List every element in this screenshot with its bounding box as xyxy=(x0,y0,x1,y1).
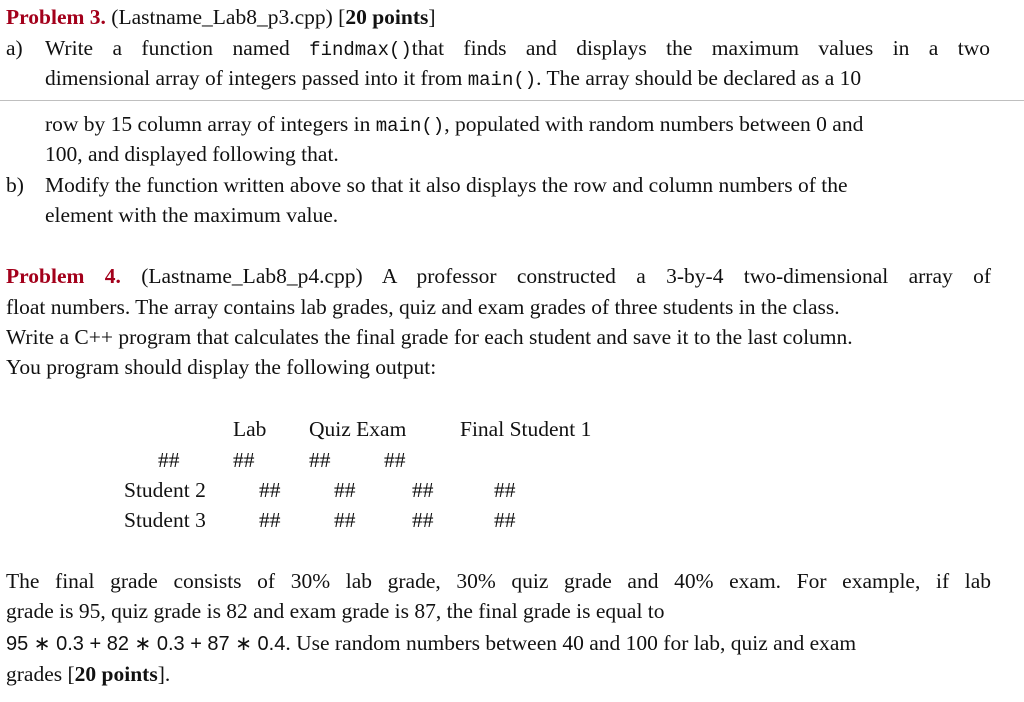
part-a-line-1: Write a function named findmax()that finds and displays the maximum values in a two xyxy=(45,36,990,61)
final-grade-line-3: 95 ∗ 0.3 + 82 ∗ 0.3 + 87 ∗ 0.4. Use random numbers between 40 and 100 for lab, quiz and exam xyxy=(6,631,857,655)
table-cell: ## xyxy=(384,448,406,472)
problem-4-title: Problem 4. xyxy=(6,264,121,288)
final-grade-line-1: The final grade consists of 30% lab grade, 30% quiz grade and 40% exam. For example, if lab xyxy=(6,569,991,593)
header-final-student-1: Final Student 1 xyxy=(460,417,592,441)
row-label-student-3: Student 3 xyxy=(124,508,206,532)
problem-4-line-3: Write a C++ program that calculates the final grade for each student and save it to the last column. xyxy=(6,325,853,349)
problem-4-line-4: You program should display the following output: xyxy=(6,355,437,379)
code-findmax: findmax() xyxy=(309,39,412,61)
table-cell: ## xyxy=(259,478,281,502)
table-cell: ## xyxy=(158,448,180,472)
part-a-line-4: 100, and displayed following that. xyxy=(45,142,339,166)
final-grade-line-2: grade is 95, quiz grade is 82 and exam grade is 87, the final grade is equal to xyxy=(6,599,665,623)
part-a-line-3: row by 15 column array of integers in main(), populated with random numbers between 0 and xyxy=(45,112,864,137)
table-cell: ## xyxy=(259,508,281,532)
table-cell: ## xyxy=(412,508,434,532)
table-cell: ## xyxy=(494,508,516,532)
problem-3-heading: Problem 3. (Lastname_Lab8_p3.cpp) [20 points] xyxy=(6,5,436,29)
problem-3-title: Problem 3. xyxy=(6,5,106,29)
problem-4-line-1: Problem 4. (Lastname_Lab8_p4.cpp) A professor constructed a 3-by-4 two-dimensional array of xyxy=(6,264,991,288)
header-quiz-exam: Quiz Exam xyxy=(309,417,407,441)
table-cell: ## xyxy=(309,448,331,472)
table-cell: ## xyxy=(412,478,434,502)
header-lab: Lab xyxy=(233,417,267,441)
problem-3-points: 20 points xyxy=(345,5,429,29)
final-grade-line-4: grades [20 points]. xyxy=(6,662,171,686)
row-label-student-2: Student 2 xyxy=(124,478,206,502)
code-main-2: main() xyxy=(375,115,445,137)
problem-4-points: 20 points xyxy=(74,662,158,686)
table-cell: ## xyxy=(334,478,356,502)
part-a-line-2: dimensional array of integers passed into it from main(). The array should be declared as a 10 xyxy=(45,66,862,91)
problem-3-filename: (Lastname_Lab8_p3.cpp) [ xyxy=(105,5,346,29)
part-b-line-2: element with the maximum value. xyxy=(45,203,339,227)
page-divider xyxy=(0,100,1024,101)
part-a-marker: a) xyxy=(6,36,23,60)
part-b-marker: b) xyxy=(6,173,24,197)
table-cell: ## xyxy=(334,508,356,532)
table-cell: ## xyxy=(494,478,516,502)
part-b-line-1: Modify the function written above so that it also displays the row and column numbers of the xyxy=(45,173,848,197)
code-main: main() xyxy=(467,69,537,91)
table-cell: ## xyxy=(233,448,255,472)
problem-4-line-2: float numbers. The array contains lab grades, quiz and exam grades of three students in the class. xyxy=(6,295,840,319)
formula: 95 ∗ 0.3 + 82 ∗ 0.3 + 87 ∗ 0.4 xyxy=(6,633,286,655)
